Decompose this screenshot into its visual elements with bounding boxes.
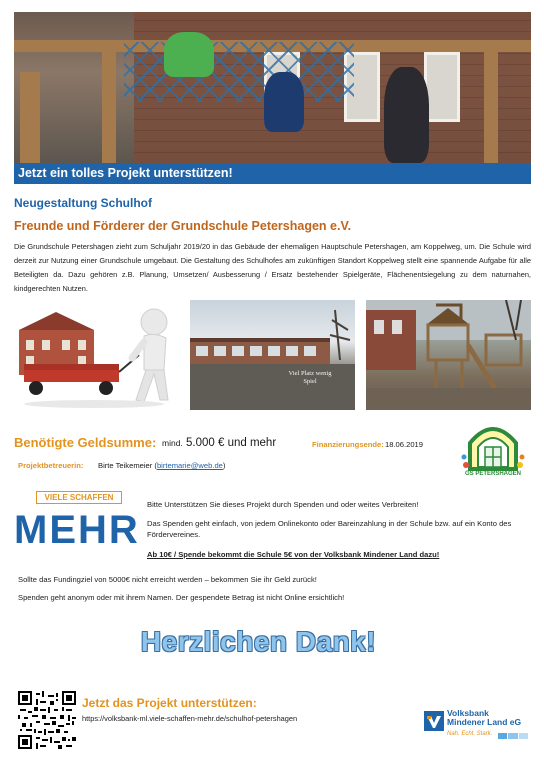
school-logo <box>460 421 526 481</box>
lead-contact <box>98 461 225 470</box>
photo-schoolyard <box>190 300 355 410</box>
cta-title: Jetzt das Projekt unterstützen: <box>82 696 257 710</box>
message-bank-bonus: Ab 10€ / Spende bekommt die Schule 5€ von der Volksbank Mindener Land dazu! <box>147 550 440 559</box>
lead-email-link[interactable]: birtemarie@web.de <box>156 461 223 470</box>
end-date-value: 18.06.2019 <box>385 440 424 449</box>
vsm-top-text: VIELE SCHAFFEN <box>36 491 122 504</box>
message-how-to-donate: Das Spenden geht einfach, von jedem Onlinekonto oder Bareinzahlung in der Schule bzw. auf ein Konto des Fördervereines. <box>147 519 512 539</box>
lead-name: Birte Teikemeier ( <box>98 461 157 470</box>
volksbank-name-line2: Mindener Land eG <box>447 717 522 727</box>
headline-banner <box>14 163 531 184</box>
volksbank-logo <box>424 709 532 745</box>
thank-you-heading: Herzlichen Dank! <box>140 626 377 657</box>
viele-schaffen-mehr-logo <box>14 491 140 555</box>
funding-prefix: mind. <box>162 438 183 448</box>
funding-amount <box>162 437 276 449</box>
lead-label: Projektbetreuerin: <box>18 461 84 470</box>
intro-paragraph: Die Grundschule Petershagen zieht zum Schuljahr 2019/20 in das Gebäude der ehemaligen Hauptschule Petershagen, am Koppelweg, um. Die Schule wird derzeit zur Nutzung einer Grundschule umgebaut. Die Gestaltung des Schulhofes am zukünftigen Standort Koppelweg stellt eine spannende Aufgabe für alle Beteiligten da. Dazu gehören z.B. Planung, Umsetzen/ Ausbesserung / Ersatz bestehender Spielgeräte, Flächenentsiegelung zu dem naturnahen, kindgerechten Nutzen. <box>14 242 531 293</box>
volksbank-name-line1: Volksbank <box>447 708 489 718</box>
message-refund: Sollte das Fundingziel von 5000€ nicht erreicht werden – bekommen Sie ihr Geld zurück! <box>18 575 317 584</box>
organization-title: Freunde und Förderer der Grundschule Petershagen e.V. <box>14 219 352 233</box>
message-support: Bitte Unterstützen Sie dieses Projekt durch Spenden und oder weites Verbreiten! <box>147 500 419 509</box>
volksbank-name <box>447 709 521 727</box>
project-url-link[interactable]: https://volksbank-ml.viele-schaffen-mehr.de/schulhof-petershagen <box>82 714 298 723</box>
project-subtitle: Neugestaltung Schulhof <box>14 196 152 210</box>
volksbank-slogan: Nah. Echt. Stark. <box>447 731 493 737</box>
lead-close: ) <box>222 461 226 470</box>
photo-cart-figure <box>14 300 180 410</box>
end-date-label: Finanzierungsende: <box>312 440 384 449</box>
photo-caption: Viel Platz wenig Spiel <box>288 370 332 385</box>
photo-playground <box>366 300 531 410</box>
funding-value: 5.000 € und mehr <box>186 437 277 449</box>
qr-code[interactable] <box>18 691 76 749</box>
message-anonymous: Spenden geht anonym oder mit ihrem Namen. Der gespendete Betrag ist nicht Online ersichtlich! <box>18 593 345 602</box>
hero-photo <box>14 12 531 163</box>
funding-label: Benötigte Geldsumme: <box>14 435 157 450</box>
banner-text: Jetzt ein tolles Projekt unterstützen! <box>18 166 233 180</box>
school-logo-text: GS PETERSHAGEN <box>464 471 521 477</box>
volksbank-color-bars <box>498 733 528 739</box>
vsm-big-text: MEHR <box>14 508 140 552</box>
